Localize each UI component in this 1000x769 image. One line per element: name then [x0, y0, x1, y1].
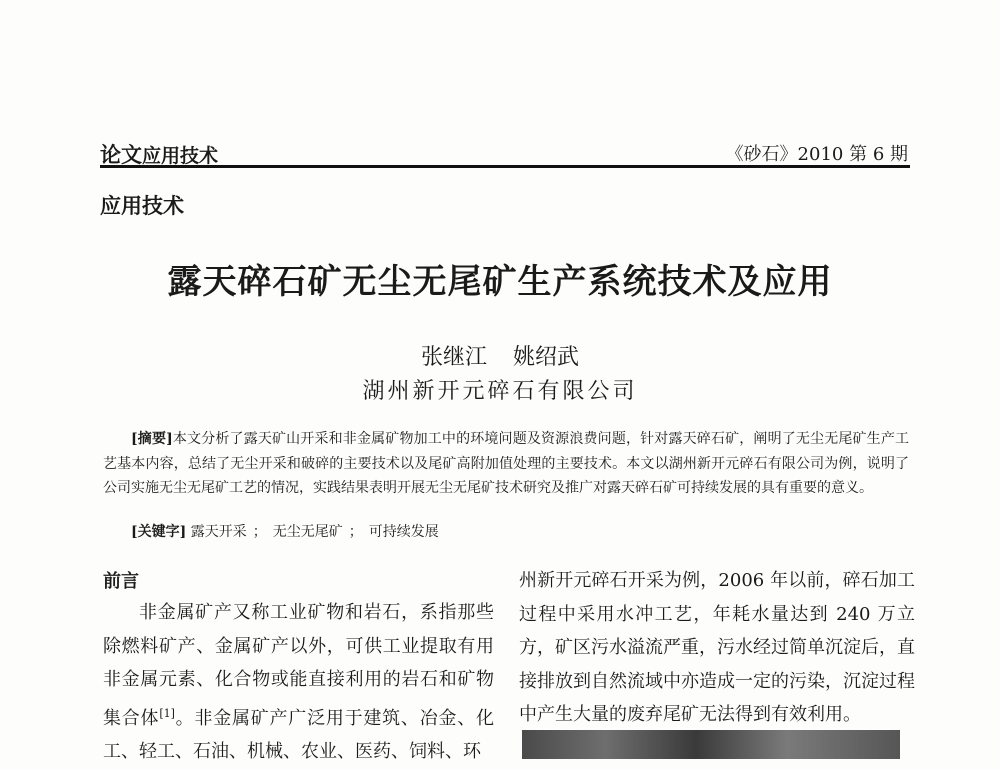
column-label: 应用技术	[100, 194, 184, 218]
abstract-label: [摘要]	[131, 431, 173, 447]
keywords: [关键字] 露天开采 ； 无尘无尾矿 ； 可持续发展	[131, 524, 439, 540]
keyword: 无尘无尾矿	[272, 524, 343, 540]
paper-title: 露天碎石矿无尘无尾矿生产系统技术及应用	[167, 262, 833, 302]
keyword: 露天开采	[190, 524, 247, 540]
figure-photo	[522, 730, 900, 759]
intro-right-column: 州新开元碎石开采为例，2006 年以前，碎石加工过程中采用水冲工艺，年耗水量达到 240 万立方，矿区污水溢流严重，污水经过简单沉淀后，直接排放到自然流域中亦造成一定的污染，沉淀过程中产生大量的废弃尾矿无法得到有效利用。	[519, 570, 915, 725]
running-header-journal: 《砂石》2010 第 6 期	[725, 144, 908, 165]
keyword: 可持续发展	[368, 524, 439, 540]
header-rule	[100, 165, 910, 168]
citation-marker: [1]	[159, 706, 175, 720]
author-name: 姚绍武	[513, 345, 580, 370]
header-section-bold: 论文	[100, 143, 142, 167]
intro-left-column	[103, 596, 494, 769]
intro-left-text-continued: 。非金属矿产广泛用于建筑、冶金、化工、轻工、石油、机械、农业、医药、饲料、环	[103, 707, 494, 762]
affiliation: 湖州新开元碎石有限公司	[362, 379, 638, 404]
header-section-rest: 应用技术	[142, 145, 219, 167]
intro-left-text: 非金属矿产又称工业矿物和岩石，系指那些除燃料矿产、金属矿产以外，可供工业提取有用非金属元素、化合物或能直接利用的岩石和矿物集合体	[103, 602, 494, 729]
author-name: 张继江	[420, 345, 487, 370]
abstract	[103, 427, 909, 501]
author-line	[0, 340, 1000, 371]
abstract-text: 本文分析了露天矿山开采和非金属矿物加工中的环境问题及资源浪费问题，针对露天碎石矿，阐明了无尘无尾矿生产工艺基本内容，总结了无尘开采和破碎的主要技术以及尾矿高附加值处理的主要技术。本文以湖州新开元碎石有限公司为例，说明了公司实施无尘无尾矿工艺的情况，实践结果表明开展无尘无尾矿技术研究及推广对露天碎石矿可持续发展的具有重要的意义。	[103, 431, 910, 496]
intro-heading: 前言	[103, 571, 139, 592]
keywords-label: [关键字]	[131, 524, 187, 540]
